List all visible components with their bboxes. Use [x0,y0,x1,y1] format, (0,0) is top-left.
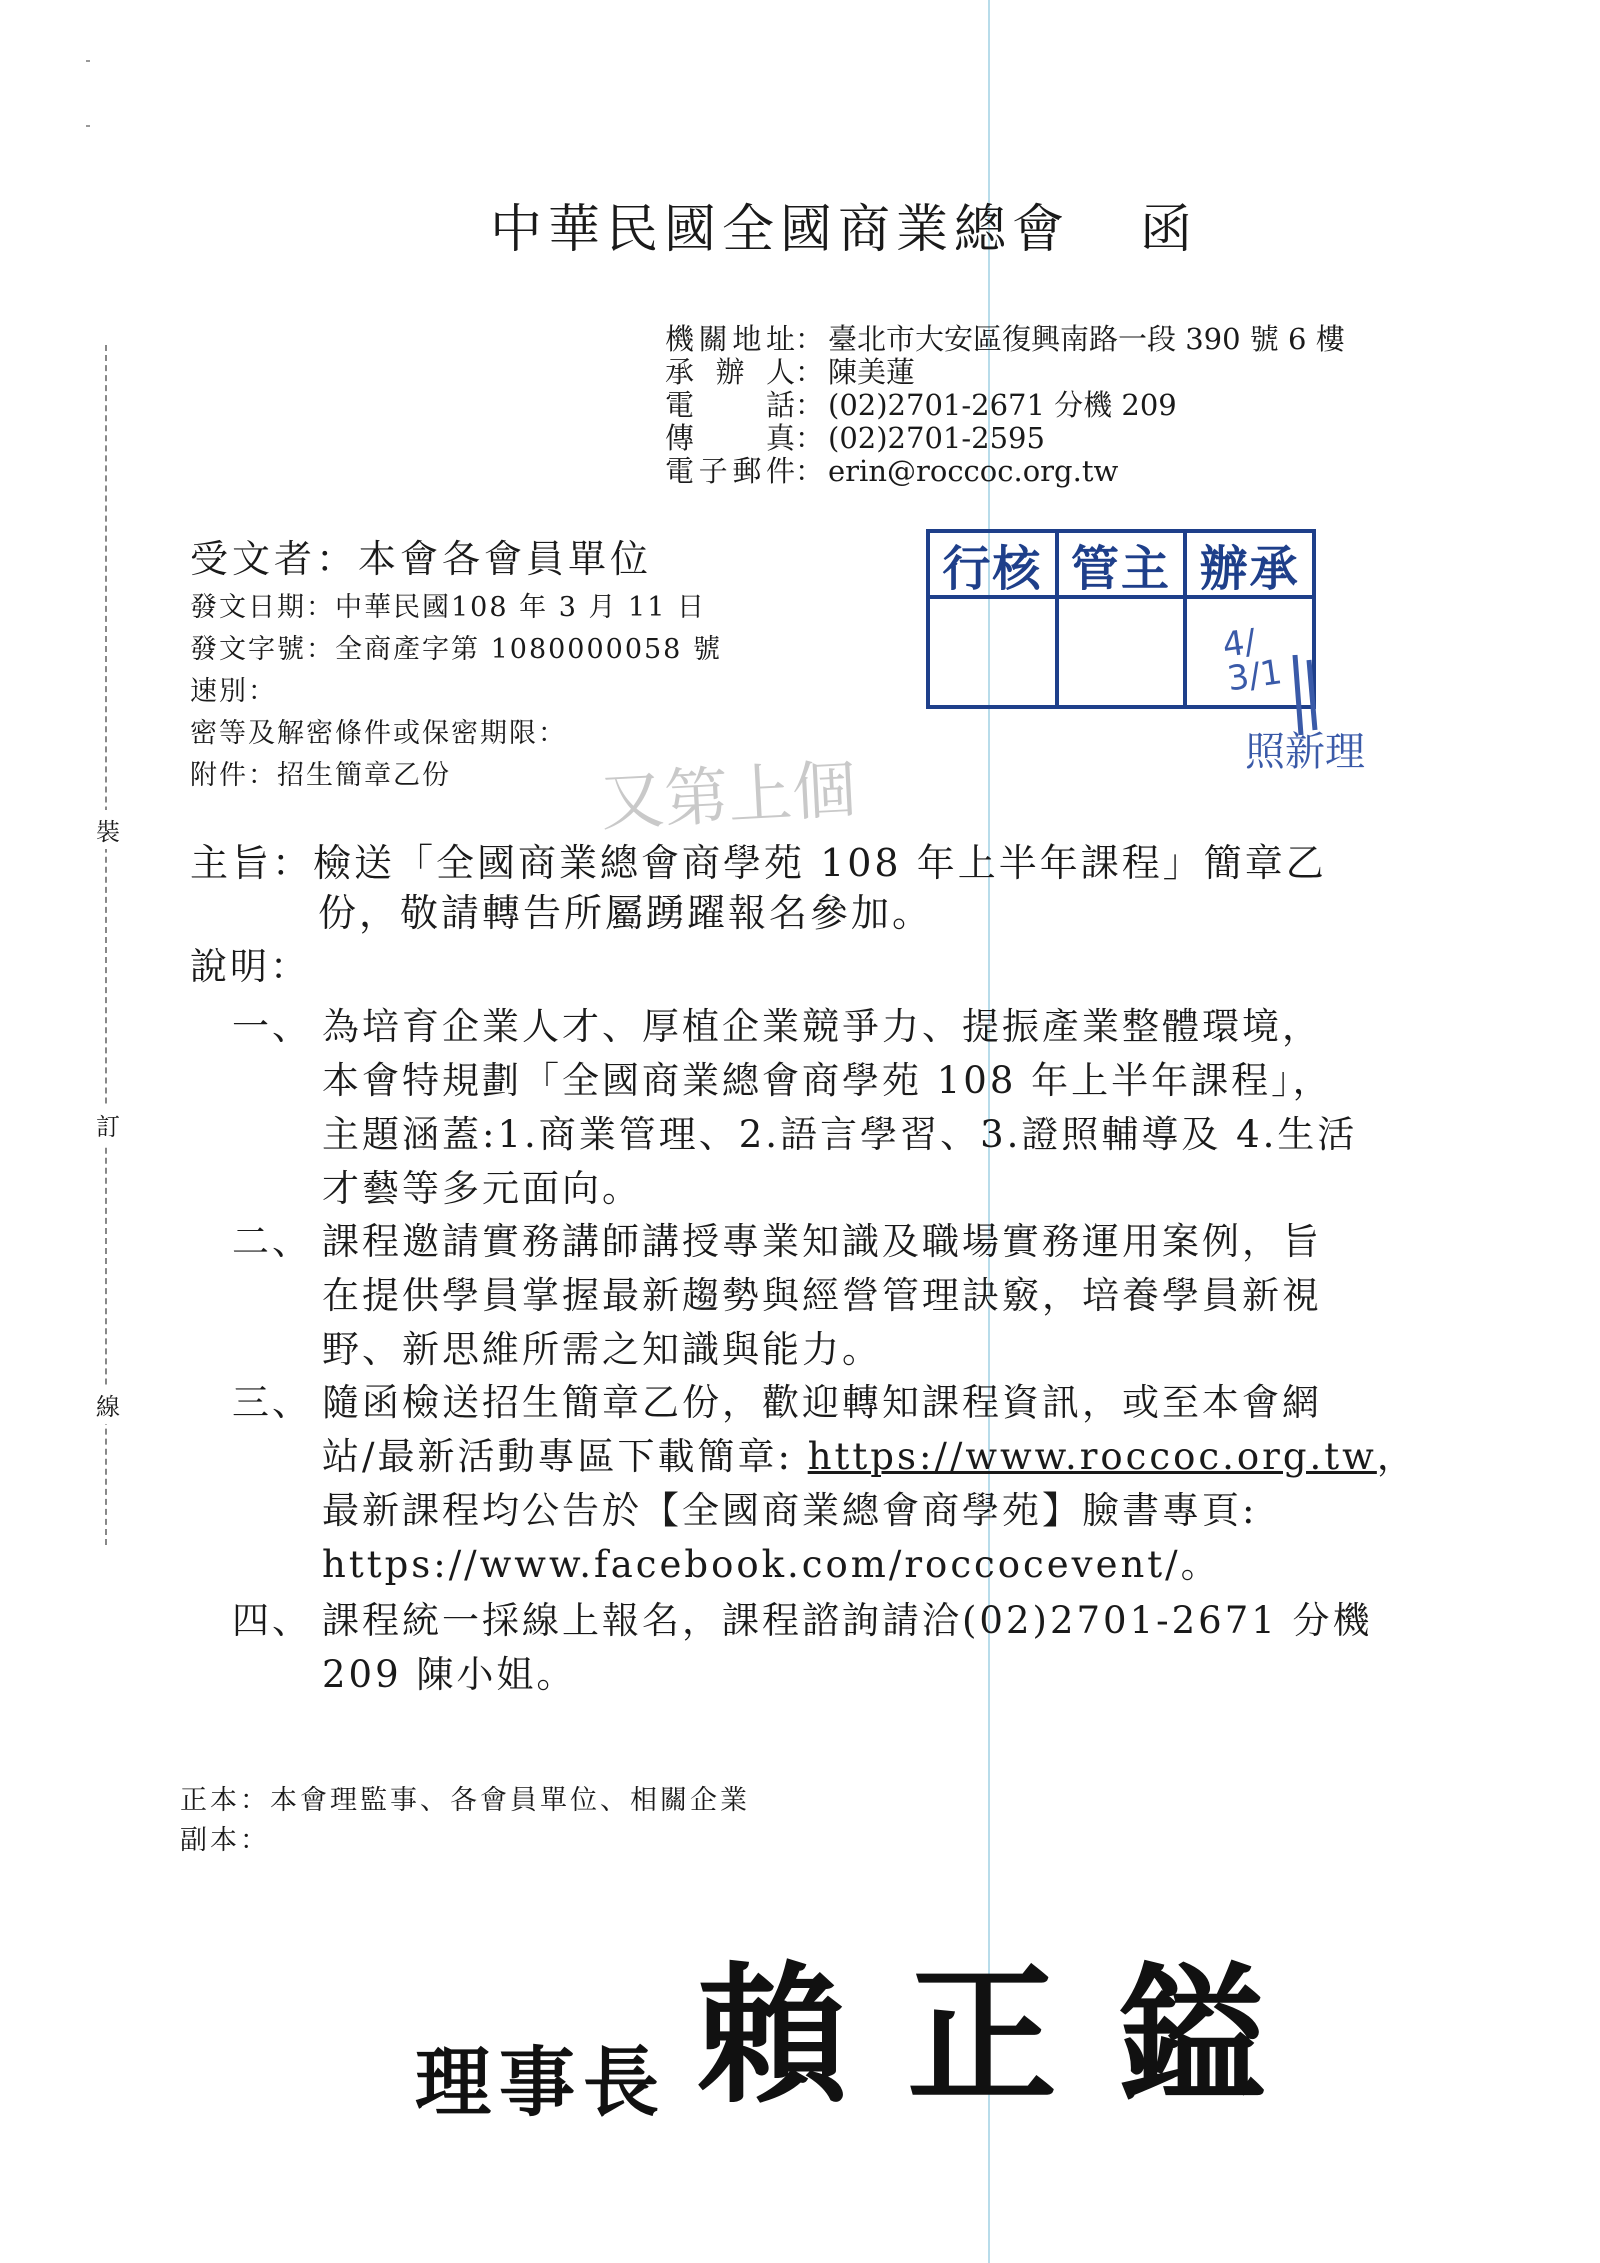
handwritten-initials: 4/ 3/1 [1220,621,1285,700]
item-line: 課程統一採線上報名，課程諮詢請洽(02)2701-2671 分機 [322,1599,1373,1642]
contact-label: 機關地址 [665,322,795,356]
contact-row-handler: 承辦人 ： 陳美蓮 [665,355,916,389]
stamp-cell-supervisor: 管主 [1055,533,1184,595]
stamp-slot-review [930,599,1055,709]
stamp-slot-supervisor [1055,599,1184,709]
speed-field: 速別： [190,676,277,707]
explanation-item-2 [232,1215,1322,1377]
subject-line: 份，敬請轉告所屬踴躍報名參加。 [318,891,934,935]
item-line: 209 陳小姐。 [322,1653,577,1696]
binding-dashed-line [105,345,107,1545]
contact-label: 電話 [665,388,795,422]
signature-role: 理事長 [415,2038,667,2127]
primary-copy: 正本：本會理監事、各會員單位、相關企業 [180,1785,750,1816]
explanation-item-1 [232,1000,1357,1216]
signature-name: 賴正鎰 [697,1948,1328,2124]
handwritten-remark: 照新理 [1245,729,1365,775]
website-link[interactable]: https://www.roccoc.org.tw [807,1435,1377,1478]
carbon-copy: 副本： [180,1825,270,1856]
contact-row-fax: 傳真 ： (02)2701-2595 [665,421,1045,455]
item-line-with-link [322,1430,1417,1484]
contact-row-phone: 電話 ： (02)2701-2671 分機 209 [665,388,1177,422]
explanation-label: 說明： [190,945,310,988]
binding-mark-ding: 訂 [96,1105,120,1144]
contact-label: 傳真 [665,421,795,455]
explanation-item-4 [232,1594,1373,1702]
subject-block [190,838,1327,938]
pencil-note: 又第上個 [598,753,859,841]
item-number: 二、 [232,1220,312,1263]
item-number: 三、 [232,1381,312,1424]
link-suffix: ， [1376,1435,1417,1478]
contact-value: (02)2701-2595 [828,421,1045,455]
signature-block [415,1915,1327,2131]
item-number: 一、 [232,1005,312,1048]
item-line: 在提供學員掌握最新趨勢與經營管理訣竅，培養學員新視 [322,1274,1322,1317]
recipient: 受文者：本會各會員單位 [190,537,653,581]
item-line: 主題涵蓋:1.商業管理、2.語言學習、3.證照輔導及 4.生活 [322,1113,1358,1156]
org-name: 中華民國全國商業總會 [490,200,1071,260]
subject-line: 主旨：檢送「全國商業總會商學苑 108 年上半年課程」簡章乙 [190,841,1327,885]
document-title [490,187,1198,262]
scan-speck [86,125,90,127]
item-line: 本會特規劃「全國商業總會商學苑 108 年上半年課程」， [322,1059,1333,1102]
doc-type: 函 [1140,200,1199,260]
item-line: 隨函檢送招生簡章乙份，歡迎轉知課程資訊，或至本會網 [322,1381,1322,1424]
item-line: 為培育企業人才、厚植企業競爭力、提振產業整體環境， [322,1005,1322,1048]
contact-row-address: 機關地址 ： 臺北市大安區復興南路一段 390 號 6 樓 [665,322,1345,356]
item-line: 課程邀請實務講師講授專業知識及職場實務運用案例，旨 [322,1220,1322,1263]
contact-label: 電子郵件 [665,454,795,488]
item-number: 四、 [232,1599,312,1642]
secrecy-field: 密等及解密條件或保密期限： [190,718,567,749]
stamp-cell-review: 行核 [942,540,1043,597]
binding-mark-zhuang: 裝 [96,810,120,849]
facebook-link[interactable]: https://www.facebook.com/roccocevent/。 [322,1543,1221,1586]
contact-value: (02)2701-2671 分機 209 [828,388,1177,422]
contact-value: 陳美蓮 [828,355,916,389]
item-line: 最新課程均公告於【全國商業總會商學苑】臉書專頁: [322,1489,1258,1532]
issue-date: 發文日期：中華民國108 年 3 月 11 日 [190,592,706,623]
item-line: 野、新思維所需之知識與能力。 [322,1328,882,1371]
reference-number: 發文字號：全商產字第 1080000058 號 [190,634,722,665]
contact-value: 臺北市大安區復興南路一段 390 號 6 樓 [828,322,1345,356]
contact-block [665,323,1345,488]
explanation-item-3 [232,1376,1417,1592]
scan-speck [86,60,90,62]
item-line: 站/最新活動專區下載簡章: [322,1435,808,1478]
item-line: 才藝等多元面向。 [322,1167,642,1210]
stamp-cell-handler: 辦承 [1183,533,1312,595]
contact-value: erin@roccoc.org.tw [828,454,1119,488]
contact-row-email: 電子郵件 ： erin@roccoc.org.tw [665,454,1119,488]
contact-label: 承辦人 [665,355,795,389]
attachment-field: 附件：招生簡章乙份 [190,760,451,791]
binding-mark-xian: 線 [96,1385,120,1424]
